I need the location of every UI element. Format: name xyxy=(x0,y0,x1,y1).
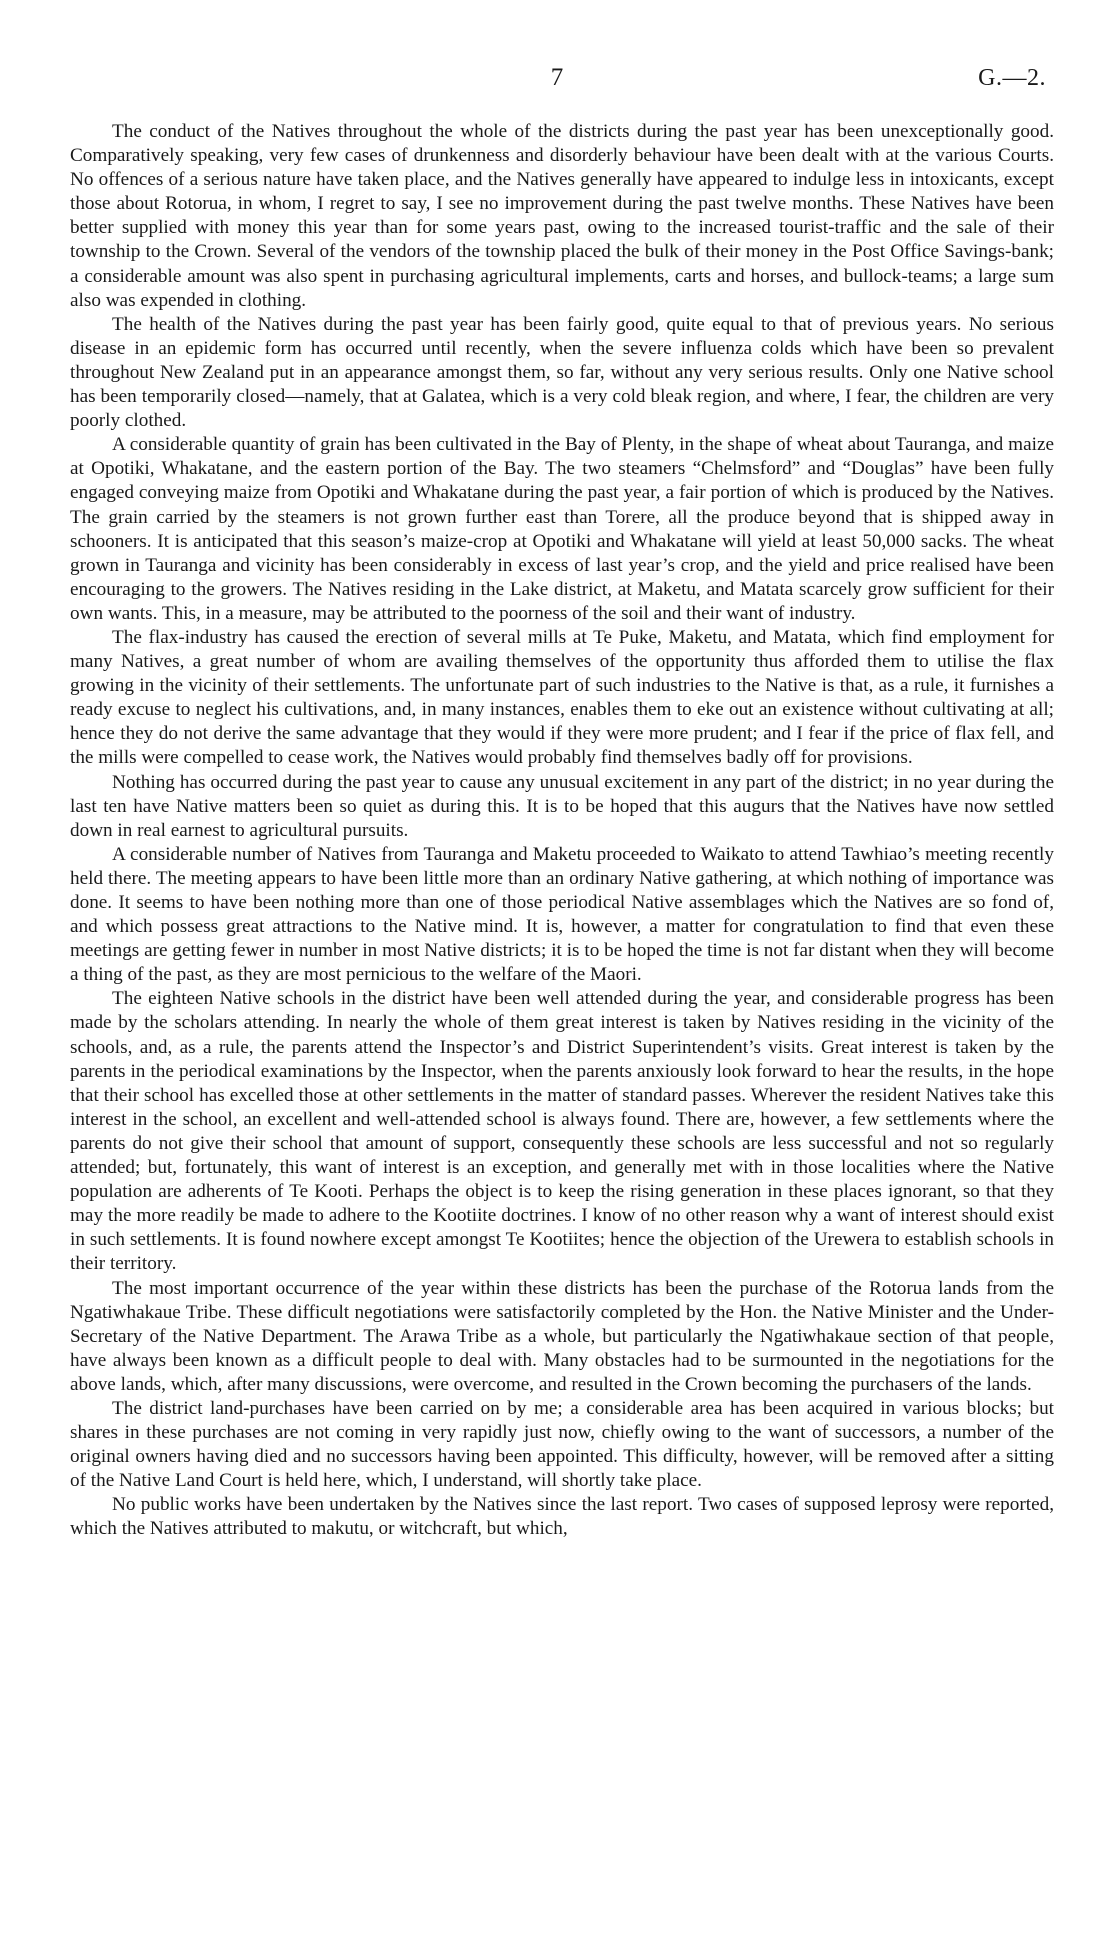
document-reference: G.—2. xyxy=(978,65,1046,91)
paragraph-quiet-district: Nothing has occurred during the past year to cause any unusual excitement in any part of the district; in no year during the last ten have Native matters been so quiet as during this. It is to be hoped that this augurs that the Natives have now settled down in real earnest to agricultural pursuits. xyxy=(70,771,1054,841)
paragraph-health: The health of the Natives during the past year has been fairly good, quite equal to that of previous years. No serious disease in an epidemic form has occurred until recently, when the severe influenza colds which have been so prevalent throughout New Zealand put in an appearance amongst them, so far, without any very serious results. Only one Native school has been temporarily closed—namely, that at Galatea, which is a very cold bleak region, and where, I fear, the children are very poorly clothed. xyxy=(70,313,1054,432)
paragraph-tawhiao-meeting: A considerable number of Natives from Tauranga and Maketu proceeded to Waikato to attend Tawhiao’s meeting recently held there. The meeting appears to have been little more than an ordinary Native gathering, at which nothing of importance was done. It seems to have been nothing more than one of those periodical Native assemblages which the Natives are so fond of, and which possess great attractions to the Native mind. It is, however, a matter for congratulation to find that even these meetings are getting fewer in number in most Native districts; it is to be hoped the time is not far distant when they will become a thing of the past, as they are most pernicious to the welfare of the Maori. xyxy=(70,843,1054,986)
paragraph-conduct: The conduct of the Natives throughout the whole of the districts during the past year has been unexceptionally good. Comparatively speaking, very few cases of drunkenness and disorderly behaviour have been dealt with at the various Courts. No offences of a serious nature have taken place, and the Natives generally have appeared to indulge less in intoxicants, except those about Rotorua, in whom, I regret to say, I see no improvement during the past twelve months. These Natives have been better supplied with money this year than for some years past, owing to the increased tourist-traffic and the sale of their township to the Crown. Several of the vendors of the township placed the bulk of their money in the Post Office Savings-bank; a considerable amount was also spent in purchasing agricultural implements, carts and horses, and bullock-teams; a large sum also was expended in clothing. xyxy=(70,121,1054,311)
paragraph-grain: A considerable quantity of grain has been cultivated in the Bay of Plenty, in the shape of wheat about Tauranga, and maize at Opotiki, Whakatane, and the eastern portion of the Bay. The two steamers “Chelmsford” and “Douglas” have been fully engaged conveying maize from Opotiki and Whakatane during the past year, a fair portion of which is produced by the Natives. The grain carried by the steamers is not grown further east than Torere, all the produce beyond that is shipped away in schooners. It is anticipated that this season’s maize-crop at Opotiki and Whakatane will yield at least 50,000 sacks. The wheat grown in Tauranga and vicinity has been considerably in excess of last year’s crop, and the yield and price realised have been encouraging to the growers. The Natives residing in the Lake district, at Maketu, and Matata scarcely grow sufficient for their own wants. This, in a measure, may be attributed to the poorness of the soil and their want of industry. xyxy=(70,434,1054,624)
paragraph-flax-industry: The flax-industry has caused the erection of several mills at Te Puke, Maketu, and Matata, which find employment for many Natives, a great number of whom are availing themselves of the opportunity thus afforded them to utilise the flax growing in the vicinity of their settlements. The unfortunate part of such industries to the Native is that, as a rule, it furnishes a ready excuse to neglect his cultivations, and, in many instances, enables them to eke out an existence without cultivating at all; hence they do not derive the same advantage that they would if they were more prudent; and I fear if the price of flax fell, and the mills were compelled to cease work, the Natives would probably find themselves badly off for provisions. xyxy=(70,626,1054,769)
paragraph-land-purchases: The district land-purchases have been carried on by me; a considerable area has been acquired in various blocks; but shares in these purchases are not coming in very rapidly just now, chiefly owing to the want of successors, a number of the original owners having died and no successors having been appointed. This difficulty, however, will be removed after a sitting of the Native Land Court is held here, which, I understand, will shortly take place. xyxy=(70,1397,1054,1492)
paragraph-rotorua-purchase: The most important occurrence of the year within these districts has been the purchase of the Rotorua lands from the Ngatiwhakaue Tribe. These difficult negotiations were satisfactorily completed by the Hon. the Native Minister and the Under-Secretary of the Native Department. The Arawa Tribe as a whole, but particularly the Ngatiwhakaue section of that people, have always been known as a difficult people to deal with. Many obstacles had to be surmounted in the negotiations for the above lands, which, after many discussions, were overcome, and resulted in the Crown becoming the purchasers of the lands. xyxy=(70,1277,1054,1395)
page-number: 7 xyxy=(550,64,564,91)
body-text xyxy=(70,120,1054,1542)
paragraph-public-works: No public works have been undertaken by the Natives since the last report. Two cases of supposed leprosy were reported, which the Natives attributed to makutu, or witchcraft, but which, xyxy=(70,1494,1054,1540)
paragraph-native-schools: The eighteen Native schools in the district have been well attended during the year, and considerable progress has been made by the scholars attending. In nearly the whole of them great interest is taken by Natives residing in the vicinity of the schools, and, as a rule, the parents attend the Inspector’s and District Superintendent’s visits. Great interest is taken by the parents in the periodical examinations by the Inspector, when the parents anxiously look forward to hear the results, in the hope that their school has excelled those at other settlements in the matter of standard passes. Wherever the resident Natives take this interest in the school, an excellent and well-attended school is always found. There are, however, a few settlements where the parents do not give their school that amount of support, consequently these schools are less successful and not so regularly attended; but, fortunately, this want of interest is an exception, and generally met with in those localities where the Native population are adherents of Te Kooti. Perhaps the object is to keep the rising generation in these places ignorant, so that they may the more readily be made to adhere to the Kootiite doctrines. I know of no other reason why a want of interest should exist in such settlements. It is found nowhere except amongst Te Kootiites; hence the objection of the Urewera to establish schools in their territory. xyxy=(70,988,1054,1275)
